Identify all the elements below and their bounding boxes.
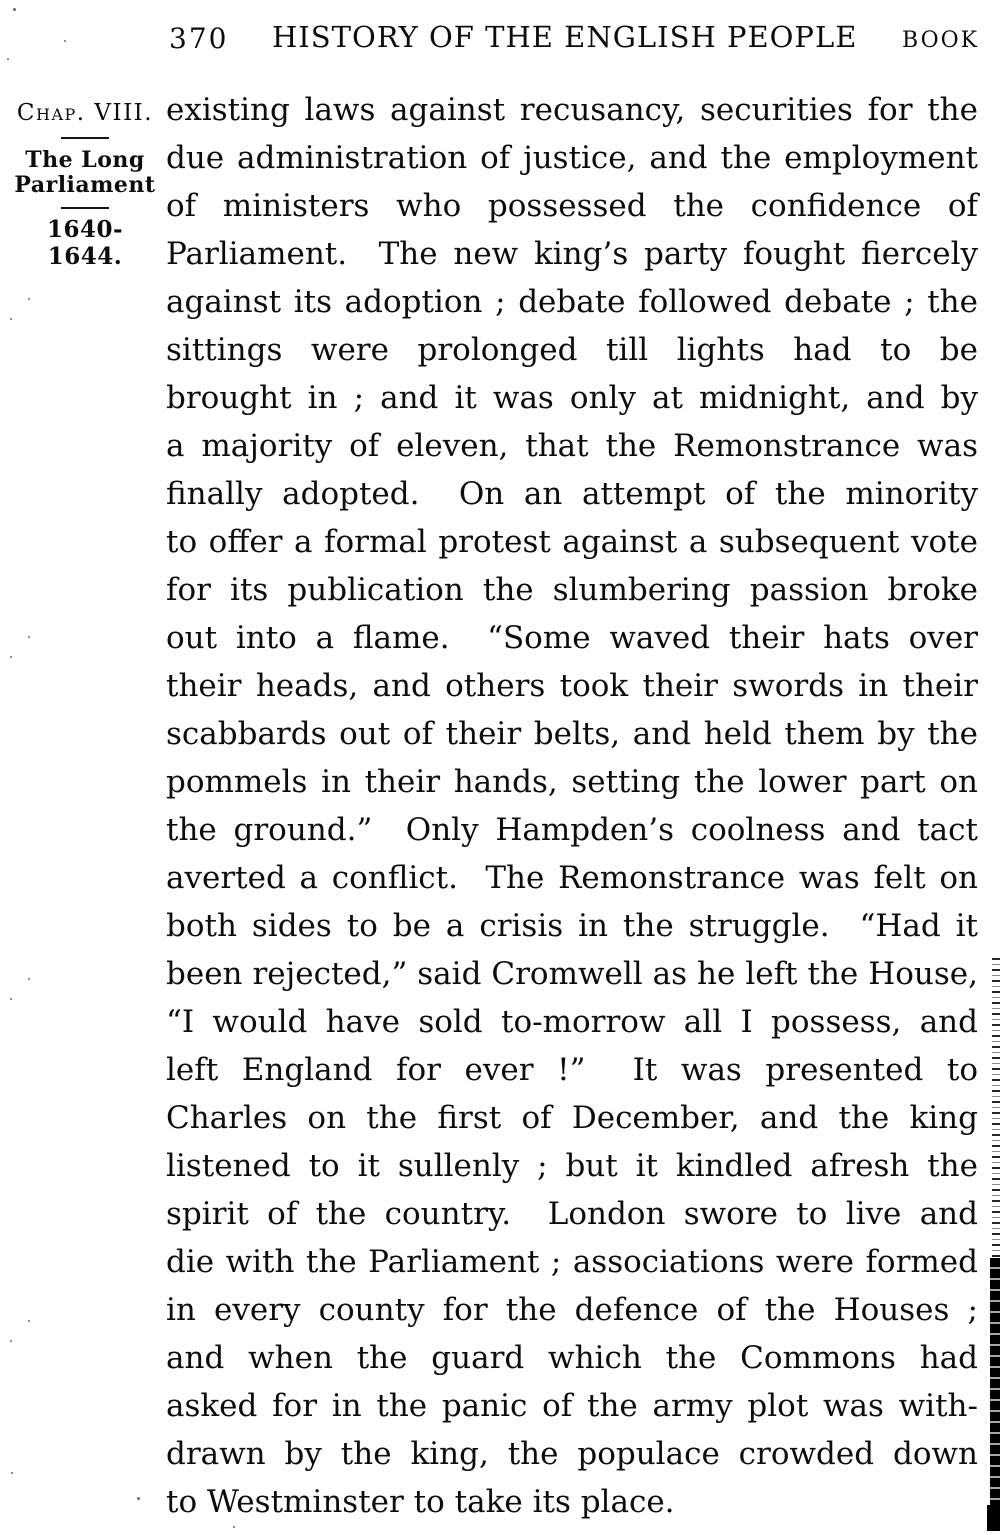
body-line: due administration of justice, and the employment bbox=[166, 140, 978, 176]
body-line: finally adopted. On an attempt of the minority bbox=[166, 476, 978, 512]
body-line: listened to it sullenly ; but it kindled afresh the bbox=[166, 1148, 978, 1184]
body-line: to offer a formal protest against a subsequent vote bbox=[166, 524, 978, 560]
chapter-label: Chap. VIII. bbox=[16, 100, 154, 126]
body-line: out into a flame. “Some waved their hats over bbox=[166, 620, 978, 656]
date-range: 1640-1644. bbox=[46, 216, 124, 270]
body-line: against its adoption ; debate followed debate ; the bbox=[166, 284, 978, 320]
scan-speckle bbox=[233, 1526, 235, 1528]
scan-speckle bbox=[28, 978, 30, 980]
body-line: been rejected,” said Cromwell as he left the House, bbox=[166, 956, 978, 992]
book-label: BOOK bbox=[902, 28, 980, 53]
body-line: to Westminster to take its place. bbox=[166, 1484, 675, 1520]
body-line: a majority of eleven, that the Remonstrance was bbox=[166, 428, 978, 464]
body-line: left England for ever !” It was presented to bbox=[166, 1052, 978, 1088]
scan-speckle bbox=[11, 1472, 13, 1474]
scan-speckle bbox=[10, 656, 12, 658]
body-text bbox=[166, 86, 978, 1526]
body-line: of ministers who possessed the confidence of bbox=[166, 188, 978, 224]
scan-noise-strip bbox=[990, 1258, 1000, 1508]
scan-speckle bbox=[137, 1497, 140, 1500]
running-title: HISTORY OF THE ENGLISH PEOPLE bbox=[272, 20, 858, 54]
body-line: their heads, and others took their swords in their bbox=[166, 668, 978, 704]
body-line: for its publication the slumbering passion broke bbox=[166, 572, 978, 608]
body-line: existing laws against recusancy, securities for the bbox=[166, 92, 978, 128]
body-line: asked for in the panic of the army plot was with- bbox=[166, 1388, 978, 1424]
body-line: averted a conflict. The Remonstrance was felt on bbox=[166, 860, 978, 896]
body-line: Parliament. The new king’s party fought fiercely bbox=[166, 236, 978, 272]
margin-notes bbox=[10, 100, 160, 270]
scan-speckle bbox=[28, 298, 30, 300]
body-line: die with the Parliament ; associations were formed bbox=[166, 1244, 978, 1280]
body-line: drawn by the king, the populace crowded down bbox=[166, 1436, 978, 1472]
section-title: The Long Parliament bbox=[14, 147, 156, 198]
scan-noise-strip bbox=[987, 1505, 1000, 1531]
body-line: both sides to be a crisis in the struggle. “Had it bbox=[166, 908, 978, 944]
scan-speckle bbox=[7, 58, 9, 60]
scan-speckle bbox=[28, 1320, 30, 1322]
body-line: spirit of the country. London swore to live and bbox=[166, 1196, 978, 1232]
body-line: and when the guard which the Commons had bbox=[166, 1340, 978, 1376]
body-line: pommels in their hands, setting the lower part on bbox=[166, 764, 978, 800]
page-number: 370 bbox=[169, 22, 229, 55]
body-line: sittings were prolonged till lights had to be bbox=[166, 332, 978, 368]
body-line: Charles on the first of December, and the king bbox=[166, 1100, 978, 1136]
scan-speckle bbox=[64, 40, 66, 42]
body-line: in every county for the defence of the Houses ; bbox=[166, 1292, 978, 1328]
body-line: scabbards out of their belts, and held them by the bbox=[166, 716, 978, 752]
scan-speckle bbox=[10, 1340, 12, 1342]
margin-divider bbox=[61, 207, 109, 209]
scan-noise-strip bbox=[992, 958, 1000, 1258]
scan-speckle bbox=[13, 8, 16, 11]
scan-speckle bbox=[10, 998, 12, 1000]
scan-speckle bbox=[10, 318, 12, 320]
body-line: “I would have sold to-morrow all I possess, and bbox=[166, 1004, 978, 1040]
margin-divider bbox=[61, 137, 109, 139]
body-line: the ground.” Only Hampden’s coolness and tact bbox=[166, 812, 978, 848]
body-line: brought in ; and it was only at midnight, and by bbox=[166, 380, 978, 416]
scan-speckle bbox=[28, 636, 30, 638]
